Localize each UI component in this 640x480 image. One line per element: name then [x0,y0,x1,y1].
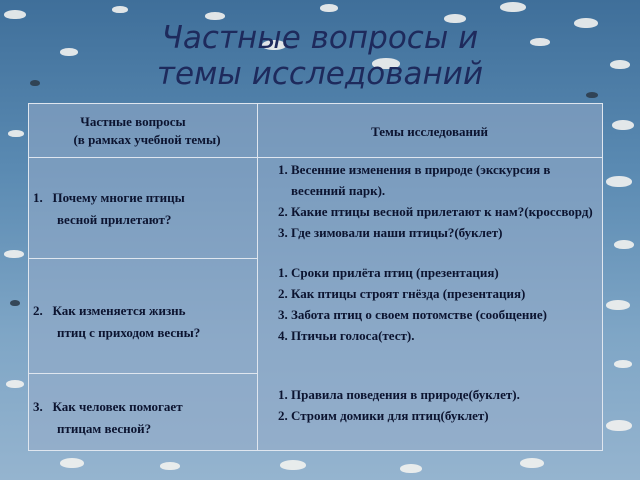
row-divider-3 [29,373,257,374]
topic-item: 3. Где зимовали наши птицы?(буклет) [291,222,601,243]
header-topics-label: Темы исследований [371,124,488,139]
topics-list-3 [263,384,601,444]
row-divider-2 [29,258,257,259]
question-3-line-2: птицам весной? [57,421,152,436]
question-2-number: 2. [33,303,43,318]
topic-item: 2. Какие птицы весной прилетают к нам?(кроссворд) [291,201,601,222]
header-questions [29,113,265,149]
topic-item: 4. Птичьи голоса(тест). [291,325,601,346]
question-1-number: 1. [33,190,43,205]
question-1-line-1: Почему многие птицы [52,190,185,205]
topic-item: 2. Строим домики для птиц(буклет) [291,405,601,426]
topics-list-1 [263,159,601,257]
column-divider [257,104,258,450]
slide-title [0,20,640,92]
question-2-line-2: птиц с приходом весны? [57,325,201,340]
question-1-line-2: весной прилетают? [57,212,172,227]
question-3 [33,396,253,440]
question-3-number: 3. [33,399,43,414]
header-questions-line-1: Частные вопросы [80,114,186,129]
header-questions-line-2: (в рамках учебной темы) [73,132,221,147]
question-2 [33,300,253,344]
question-2-line-1: Как изменяется жизнь [52,303,186,318]
topic-item: 2. Как птицы строят гнёзда (презентация) [291,283,601,304]
topic-item: 1. Сроки прилёта птиц (презентация) [291,262,601,283]
questions-topics-table [28,103,603,451]
topic-item: 1. Весенние изменения в природе (экскурсия в весенний парк). [291,159,601,201]
slide-title-line-1: Частные вопросы и [161,20,479,56]
header-topics [257,123,602,141]
topic-item: 1. Правила поведения в природе(буклет). [291,384,601,405]
question-1 [33,187,253,231]
question-3-line-1: Как человек помогает [52,399,183,414]
topic-item: 3. Забота птиц о своем потомстве (сообщение) [291,304,601,325]
row-divider-1 [29,157,602,158]
topics-list-2 [263,262,601,380]
slide-title-line-2: темы исследований [156,56,484,92]
